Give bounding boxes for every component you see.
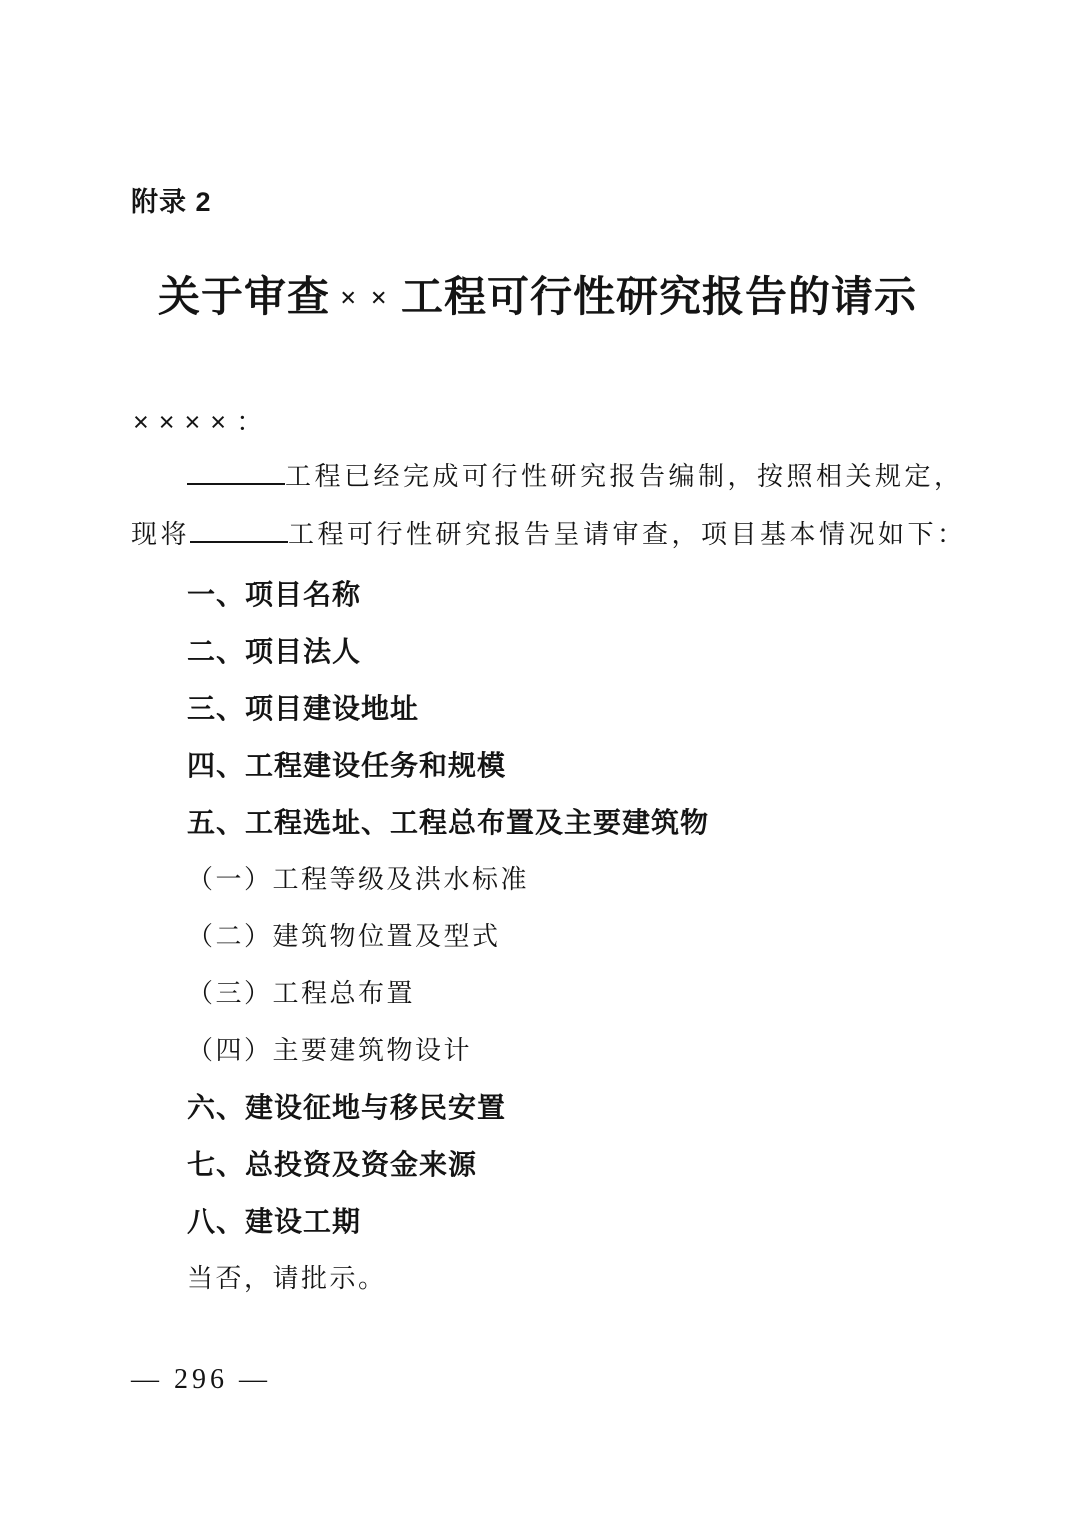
outline-item-5: 五、工程选址、工程总布置及主要建筑物 xyxy=(187,807,710,838)
paragraph-line-2-lead: 现将 xyxy=(131,520,191,549)
document-title-placeholder-marks: ×× xyxy=(339,282,402,314)
outline-subitem-5-4: （四）主要建筑物设计 xyxy=(187,1036,473,1065)
fill-in-blank-2 xyxy=(190,517,288,543)
outline-item-4: 四、工程建设任务和规模 xyxy=(187,750,507,781)
appendix-label: 附录 2 xyxy=(131,187,212,217)
outline-item-2: 二、项目法人 xyxy=(187,636,362,667)
outline-list xyxy=(187,566,709,1307)
document-title xyxy=(0,274,1075,322)
outline-item-8: 八、建设工期 xyxy=(187,1206,362,1237)
salutation-line: ××××： xyxy=(133,407,274,437)
outline-item-6: 六、建设征地与移民安置 xyxy=(187,1092,507,1123)
closing-line: 当否，请批示。 xyxy=(187,1264,387,1293)
page-number: — 296 — xyxy=(131,1364,271,1395)
paragraph-line-2-text: 工程可行性研究报告呈请审查，项目基本情况如下： xyxy=(288,520,967,549)
outline-subitem-5-1: （一）工程等级及洪水标准 xyxy=(187,865,530,894)
outline-subitem-5-3: （三）工程总布置 xyxy=(187,979,416,1008)
outline-subitem-5-2: （二）建筑物位置及型式 xyxy=(187,922,501,951)
document-title-suffix: 工程可行性研究报告的请示 xyxy=(401,275,918,321)
paragraph-line-1-text: 工程已经完成可行性研究报告编制，按照相关规定， xyxy=(285,462,964,491)
outline-item-7: 七、总投资及资金来源 xyxy=(187,1149,478,1180)
paragraph-line-1 xyxy=(131,448,964,506)
opening-paragraph xyxy=(131,448,967,564)
document-title-prefix: 关于审查 xyxy=(157,275,330,321)
outline-item-1: 一、项目名称 xyxy=(187,579,362,610)
outline-item-3: 三、项目建设地址 xyxy=(187,693,420,724)
paragraph-line-2 xyxy=(131,506,967,564)
fill-in-blank-1 xyxy=(187,459,285,485)
